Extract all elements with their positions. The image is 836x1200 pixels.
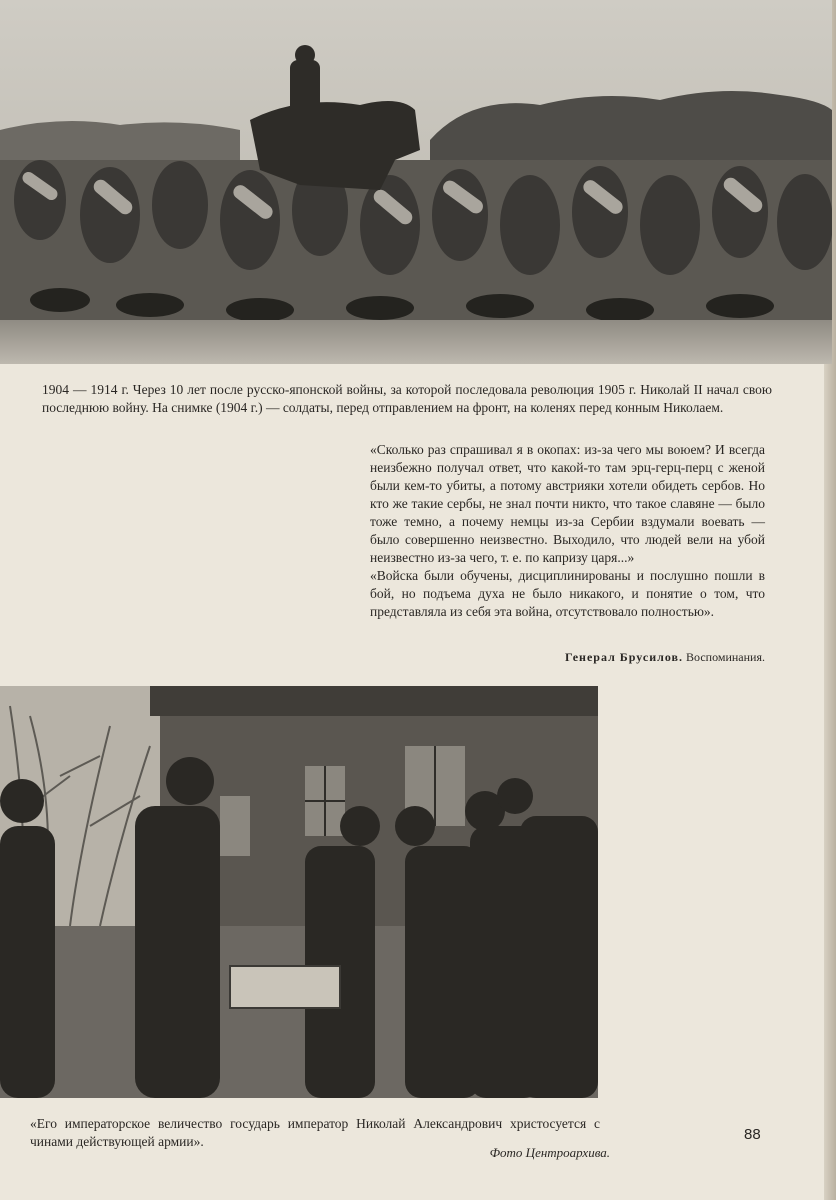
quote-source: Воспоминания. [686,650,765,664]
photo-credit: Фото Центроархива. [489,1145,610,1160]
quote-author: Генерал Брусилов. [565,650,684,664]
quote-attribution [370,650,765,665]
quote-paragraph-1: «Сколько раз спрашивал я в окопах: из-за чего мы воюем? И всегда неизбежно получал ответ, что какой-то там эрц-герц-перц с женой были кем-то убиты, а потому австрияки хотели обидеть сербов. Но кто же такие сербы, не знал почти никто, что такое славяне — было тоже темно, а почему немцы из-за Сербии вздумали воевать — было совершенно неизвестно. Выходило, что людей вели на убой неизвестно из-за чего, т. е. по капризу царя...» [370,442,765,565]
page-number: 88 [744,1126,761,1143]
bottom-photo-caption: «Его императорское величество государь император Николай Александрович христосуется с чинами действующей армии». [30,1116,600,1149]
top-photo-caption: 1904 — 1914 г. Через 10 лет после русско-японской войны, за которой последовала революция 1905 г. Николай II начал свою последнюю войну. На снимке (1904 г.) — солдаты, перед отправлением на фронт, на коленях перед конным Николаем. [42,382,772,415]
photo-easter-greeting [0,686,598,1098]
brusilov-quote [370,441,765,621]
quote-paragraph-2: «Войска были обучены, дисциплинированы и послушно пошли в бой, но подъема духа не было никакого, и понятие о том, что представляла из себя эта война, отсутствовало полностью». [370,568,765,619]
photo-kneeling-soldiers [0,0,832,364]
